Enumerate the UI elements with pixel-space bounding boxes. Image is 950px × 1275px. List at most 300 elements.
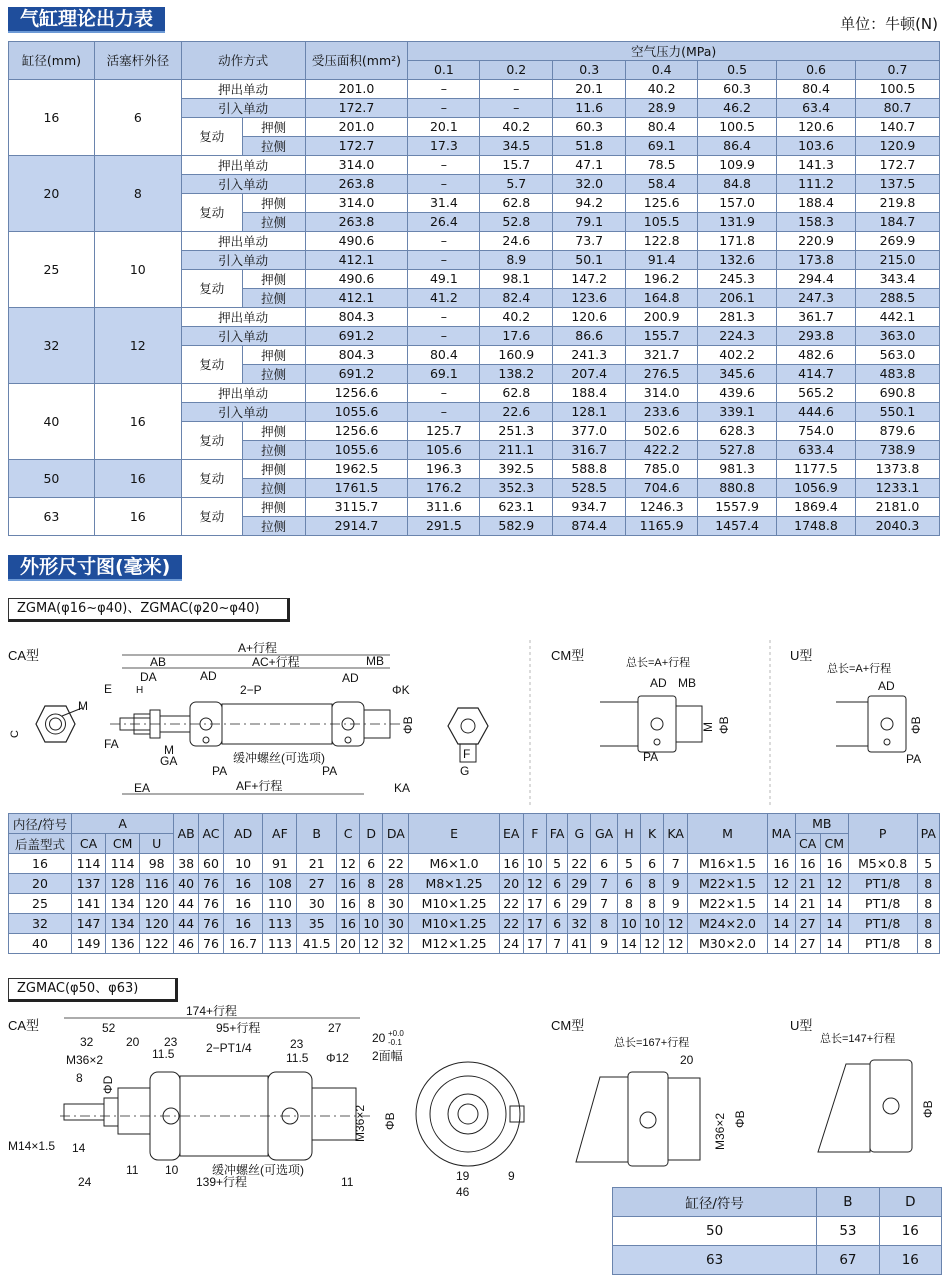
- cell-force: 80.4: [777, 79, 856, 98]
- svg-text:M: M: [164, 743, 174, 757]
- cell-force: 140.7: [855, 117, 939, 136]
- cell-force: 1557.9: [698, 497, 777, 516]
- cell-dim: 17: [523, 894, 546, 914]
- cell-force: 442.1: [855, 307, 939, 326]
- svg-text:19: 19: [456, 1169, 470, 1183]
- cell-action: 复动: [181, 117, 242, 155]
- cell-force: 22.6: [480, 402, 553, 421]
- cell-dim: 16: [223, 894, 263, 914]
- svg-text:AB: AB: [150, 655, 167, 669]
- cell-dim: 8: [917, 934, 939, 954]
- cell-dim: PT1/8: [848, 934, 917, 954]
- cell-dim: 147: [72, 914, 106, 934]
- cell-area: 490.6: [305, 231, 408, 250]
- cell-force: 105.6: [408, 440, 480, 459]
- cell-force: 247.3: [777, 288, 856, 307]
- cell-force: 1165.9: [626, 516, 698, 535]
- svg-text:24: 24: [78, 1175, 92, 1189]
- svg-text:23: 23: [164, 1035, 178, 1049]
- cell-dim: 128: [106, 874, 140, 894]
- svg-text:9: 9: [508, 1169, 515, 1183]
- svg-text:M36×2: M36×2: [353, 1104, 367, 1142]
- svg-text:M36×2: M36×2: [66, 1053, 104, 1067]
- u-rear-view: [836, 696, 906, 752]
- cell-dim: 8: [917, 874, 939, 894]
- cell-force: 1748.8: [777, 516, 856, 535]
- table-row: [9, 79, 940, 98]
- cell-force: –: [408, 307, 480, 326]
- cell-dim: 16: [499, 854, 523, 874]
- cell-force: 377.0: [553, 421, 626, 440]
- cell-force: 502.6: [626, 421, 698, 440]
- cell-action: 复动: [181, 459, 242, 497]
- cell-area: 263.8: [305, 174, 408, 193]
- cell-dim: M5×0.8: [848, 854, 917, 874]
- cell-dim: 8: [617, 894, 640, 914]
- cell-force: 1246.3: [626, 497, 698, 516]
- cell-area: 314.0: [305, 155, 408, 174]
- cell-force: 73.7: [553, 231, 626, 250]
- cell-dim: 9: [591, 934, 617, 954]
- ca-type-label: CA型: [8, 648, 40, 663]
- svg-text:总长=167+行程: 总长=167+行程: [614, 1037, 690, 1049]
- model-label-1: ZGMA(φ16~φ40)、ZGMAC(φ20~φ40): [8, 598, 290, 622]
- cell-area: 1055.6: [305, 440, 408, 459]
- svg-text:F: F: [463, 747, 471, 761]
- cell-force: 1177.5: [777, 459, 856, 478]
- cell-force: 633.4: [777, 440, 856, 459]
- svg-text:ΦB: ΦB: [383, 1112, 397, 1130]
- cell-dim: 6: [591, 854, 617, 874]
- svg-text:11: 11: [126, 1163, 139, 1177]
- cell-force: –: [408, 174, 480, 193]
- cell-force: 281.3: [698, 307, 777, 326]
- cell-side: 拉侧: [242, 212, 305, 231]
- cell-dim: 16: [336, 874, 359, 894]
- cell-side: 拉侧: [242, 440, 305, 459]
- cell-force: 132.6: [698, 250, 777, 269]
- svg-text:缓冲螺丝(可选项): 缓冲螺丝(可选项): [233, 751, 325, 765]
- svg-text:缓冲螺丝(可选项): 缓冲螺丝(可选项): [212, 1163, 304, 1177]
- cell-dim: 12: [767, 874, 795, 894]
- cell-force: 137.5: [855, 174, 939, 193]
- svg-text:+0.0: +0.0: [388, 1029, 404, 1038]
- cell-force: 196.3: [408, 459, 480, 478]
- cell-dim: 17: [523, 934, 546, 954]
- cell-area: 412.1: [305, 250, 408, 269]
- cell-force: 60.3: [553, 117, 626, 136]
- cm-type-label: CM型: [551, 648, 585, 663]
- cell-dim: 30: [383, 914, 409, 934]
- u-type-label-2: U型: [790, 1018, 813, 1033]
- cell-dim: 98: [140, 854, 174, 874]
- cell-dim: 12: [360, 934, 383, 954]
- cell-rod: 12: [94, 307, 181, 383]
- cell-dim: 16: [795, 854, 820, 874]
- svg-text:EA: EA: [134, 781, 151, 795]
- cell-dim: 16: [223, 914, 263, 934]
- cell-force: –: [408, 231, 480, 250]
- u-rear-view-2: [818, 1060, 912, 1152]
- cell-force: 690.8: [855, 383, 939, 402]
- cell-bore: 20: [9, 155, 95, 231]
- cell-force: 11.6: [553, 98, 626, 117]
- cell-dim: 116: [140, 874, 174, 894]
- cell-force: 80.4: [408, 345, 480, 364]
- svg-text:ΦB: ΦB: [921, 1100, 935, 1118]
- cell-area: 1962.5: [305, 459, 408, 478]
- cell-force: 1056.9: [777, 478, 856, 497]
- cell-force: 51.8: [553, 136, 626, 155]
- svg-text:DA: DA: [140, 670, 157, 684]
- cell-dim: 113: [263, 934, 297, 954]
- cell-side: 押侧: [242, 421, 305, 440]
- svg-text:总长=147+行程: 总长=147+行程: [820, 1033, 896, 1045]
- pressure-header: 0.4: [626, 61, 698, 80]
- cell-dim: 32: [568, 914, 591, 934]
- cell-area: 691.2: [305, 364, 408, 383]
- cell-dim: 6: [546, 894, 567, 914]
- cell-force: 40.2: [480, 307, 553, 326]
- cell-dim: 6: [641, 854, 664, 874]
- cell-force: 184.7: [855, 212, 939, 231]
- cm-type-label-2: CM型: [551, 1018, 585, 1033]
- cell-force: 86.6: [553, 326, 626, 345]
- nut-front-view: [36, 706, 82, 742]
- header-mb: MB: [795, 814, 848, 834]
- cell-dim: 7: [591, 894, 617, 914]
- svg-text:2面幅: 2面幅: [372, 1049, 403, 1063]
- cell-dim: 12: [664, 914, 688, 934]
- cell-force: 172.7: [855, 155, 939, 174]
- cell-dim: 41: [568, 934, 591, 954]
- svg-text:ΦB: ΦB: [909, 716, 923, 734]
- cell-force: 138.2: [480, 364, 553, 383]
- svg-text:20: 20: [372, 1031, 386, 1045]
- cell-dim: 30: [297, 894, 337, 914]
- cell-area: 804.3: [305, 307, 408, 326]
- cell-force: –: [480, 79, 553, 98]
- cell-dim: M22×1.5: [688, 874, 768, 894]
- cell-force: 188.4: [777, 193, 856, 212]
- cell-dim: 22: [383, 854, 409, 874]
- cell-side: 押侧: [242, 497, 305, 516]
- cell-force: 352.3: [480, 478, 553, 497]
- cell-side: 拉侧: [242, 288, 305, 307]
- cell-dim: 120: [140, 914, 174, 934]
- cell-dim: 40: [9, 934, 72, 954]
- cell-force: 80.4: [626, 117, 698, 136]
- svg-text:M36×2: M36×2: [713, 1112, 727, 1150]
- cell-action: 复动: [181, 497, 242, 535]
- cell-force: 41.2: [408, 288, 480, 307]
- pressure-header: 0.1: [408, 61, 480, 80]
- cell-force: 224.3: [698, 326, 777, 345]
- cell-force: 1373.8: [855, 459, 939, 478]
- cell-force: 91.4: [626, 250, 698, 269]
- cell-action: 复动: [181, 345, 242, 383]
- svg-text:174+行程: 174+行程: [186, 1004, 238, 1018]
- cell-dim: 10: [523, 854, 546, 874]
- cell-force: 50.1: [553, 250, 626, 269]
- cell-dim: 91: [263, 854, 297, 874]
- cell-dim: 21: [795, 874, 820, 894]
- svg-text:52: 52: [102, 1021, 116, 1035]
- header-action: 动作方式: [181, 42, 305, 80]
- cell-dim: 24: [499, 934, 523, 954]
- svg-text:G: G: [460, 764, 470, 778]
- cell-dim: 141: [72, 894, 106, 914]
- cell-area: 490.6: [305, 269, 408, 288]
- cell-action: 押出单动: [181, 307, 305, 326]
- cell-dim: 10: [641, 914, 664, 934]
- pressure-header: 0.6: [777, 61, 856, 80]
- cell-force: 173.8: [777, 250, 856, 269]
- cell-force: 100.5: [855, 79, 939, 98]
- table-row: [9, 231, 940, 250]
- cell-force: 880.8: [698, 478, 777, 497]
- cell-force: 157.0: [698, 193, 777, 212]
- cell-force: 26.4: [408, 212, 480, 231]
- cell-dim: 8: [641, 874, 664, 894]
- cell-force: 785.0: [626, 459, 698, 478]
- svg-text:H: H: [136, 685, 144, 696]
- svg-text:20: 20: [680, 1053, 694, 1067]
- cell-rod: 6: [94, 79, 181, 155]
- cell-dim: 76: [199, 874, 224, 894]
- cell-dim: 8: [917, 914, 939, 934]
- header-cover-type: 后盖型式: [9, 834, 72, 854]
- svg-text:ΦB: ΦB: [401, 716, 415, 734]
- cell-area: 691.2: [305, 326, 408, 345]
- cell-side: 拉侧: [242, 478, 305, 497]
- cell-force: –: [408, 383, 480, 402]
- cell-force: 314.0: [626, 383, 698, 402]
- cell-dim: 44: [174, 914, 199, 934]
- table-row: [9, 854, 940, 874]
- cell-force: 220.9: [777, 231, 856, 250]
- cell-action: 押出单动: [181, 155, 305, 174]
- dimension-drawing-2: [0, 1002, 950, 1199]
- cell-force: 17.3: [408, 136, 480, 155]
- svg-text:M14×1.5: M14×1.5: [8, 1139, 56, 1153]
- svg-text:E: E: [104, 682, 113, 696]
- cell-force: 100.5: [698, 117, 777, 136]
- cell-force: 293.8: [777, 326, 856, 345]
- cell-force: –: [408, 79, 480, 98]
- svg-text:AD: AD: [650, 676, 667, 690]
- cell-force: 211.1: [480, 440, 553, 459]
- cell-rod: 10: [94, 231, 181, 307]
- cell-force: 563.0: [855, 345, 939, 364]
- cell-force: –: [408, 155, 480, 174]
- cell-dim: 12: [336, 854, 359, 874]
- cell-dim: 10: [223, 854, 263, 874]
- cell-area: 1761.5: [305, 478, 408, 497]
- cell-force: 219.8: [855, 193, 939, 212]
- table-row: [9, 894, 940, 914]
- cell-dim: 14: [820, 934, 848, 954]
- cell-dim: 134: [106, 894, 140, 914]
- cell-rod: 16: [94, 383, 181, 459]
- cell-area: 263.8: [305, 212, 408, 231]
- svg-text:FA: FA: [104, 737, 119, 751]
- cell-force: 84.8: [698, 174, 777, 193]
- cell-force: 120.6: [777, 117, 856, 136]
- svg-text:11.5: 11.5: [286, 1051, 309, 1065]
- cell-action: 押出单动: [181, 231, 305, 250]
- svg-text:PA: PA: [322, 764, 338, 778]
- cell-dim: 114: [72, 854, 106, 874]
- cell-force: 206.1: [698, 288, 777, 307]
- cell-dim: M6×1.0: [409, 854, 499, 874]
- svg-text:10: 10: [165, 1163, 179, 1177]
- svg-text:2−P: 2−P: [240, 683, 262, 697]
- cell-force: 49.1: [408, 269, 480, 288]
- cell-dim: 20: [9, 874, 72, 894]
- cell-area: 1256.6: [305, 421, 408, 440]
- svg-text:PA: PA: [643, 750, 659, 764]
- cell-force: 158.3: [777, 212, 856, 231]
- unit-label: 单位：牛顿(N): [840, 15, 938, 33]
- cell-dim: 136: [106, 934, 140, 954]
- cell-dim: 14: [820, 914, 848, 934]
- svg-text:C: C: [9, 730, 21, 738]
- cell-force: 164.8: [626, 288, 698, 307]
- svg-text:23: 23: [290, 1037, 304, 1051]
- cell-dim: 32: [383, 934, 409, 954]
- cell-force: 20.1: [408, 117, 480, 136]
- cell-action: 引入单动: [181, 402, 305, 421]
- cell-force: 120.6: [553, 307, 626, 326]
- cell-dim: 5: [917, 854, 939, 874]
- cell-dim: M16×1.5: [688, 854, 768, 874]
- cm-rear-view-2: [576, 1072, 700, 1166]
- cell-dim: 14: [767, 934, 795, 954]
- cell-dim: 29: [568, 874, 591, 894]
- cell-dim: 16: [223, 874, 263, 894]
- svg-text:M: M: [701, 722, 715, 732]
- cell-force: 981.3: [698, 459, 777, 478]
- force-table: [8, 41, 940, 536]
- cell-force: 628.3: [698, 421, 777, 440]
- cell-side: 押侧: [242, 345, 305, 364]
- cell-force: 111.2: [777, 174, 856, 193]
- cell-dim: 14: [767, 894, 795, 914]
- cell-force: 288.5: [855, 288, 939, 307]
- cell-dim: 8: [917, 894, 939, 914]
- cell-dim: 35: [297, 914, 337, 934]
- cell-dim: 5: [617, 854, 640, 874]
- cell-force: 276.5: [626, 364, 698, 383]
- table-row: [9, 914, 940, 934]
- cell-force: 588.8: [553, 459, 626, 478]
- cell-bore: 25: [9, 231, 95, 307]
- cell-force: 879.6: [855, 421, 939, 440]
- cell-area: 172.7: [305, 136, 408, 155]
- cell-area: 1055.6: [305, 402, 408, 421]
- cell-dim: 41.5: [297, 934, 337, 954]
- bore-bd-table: 缸径/符号 B D 50 53 16 63 67 16: [612, 1187, 942, 1275]
- cell-force: 34.5: [480, 136, 553, 155]
- cell-force: 62.8: [480, 383, 553, 402]
- cell-force: 86.4: [698, 136, 777, 155]
- cell-dim: 40: [174, 874, 199, 894]
- table-row: [9, 383, 940, 402]
- cm-rear-view: [600, 696, 702, 752]
- svg-text:总长=A+行程: 总长=A+行程: [626, 657, 691, 669]
- cell-force: 527.8: [698, 440, 777, 459]
- cell-force: 141.3: [777, 155, 856, 174]
- cell-dim: 14: [767, 914, 795, 934]
- cell-force: 120.9: [855, 136, 939, 155]
- cell-force: 176.2: [408, 478, 480, 497]
- svg-text:32: 32: [80, 1035, 94, 1049]
- cell-force: –: [408, 402, 480, 421]
- cell-action: 复动: [181, 421, 242, 459]
- cell-force: 123.6: [553, 288, 626, 307]
- cell-dim: 9: [664, 874, 688, 894]
- cell-dim: 16: [820, 854, 848, 874]
- table-row: 50 53 16: [613, 1217, 942, 1246]
- cell-force: 24.6: [480, 231, 553, 250]
- cell-action: 复动: [181, 193, 242, 231]
- cell-dim: 27: [297, 874, 337, 894]
- svg-text:ΦK: ΦK: [392, 683, 410, 697]
- cell-force: 444.6: [777, 402, 856, 421]
- cell-dim: 32: [9, 914, 72, 934]
- cell-force: 241.3: [553, 345, 626, 364]
- cell-force: 47.1: [553, 155, 626, 174]
- header-pressure: 空气压力(MPa): [408, 42, 940, 61]
- cell-action: 押出单动: [181, 79, 305, 98]
- cell-force: 63.4: [777, 98, 856, 117]
- cell-rod: 16: [94, 459, 181, 497]
- cell-area: 1256.6: [305, 383, 408, 402]
- cell-force: 582.9: [480, 516, 553, 535]
- cell-action: 引入单动: [181, 98, 305, 117]
- cell-dim: 8: [591, 914, 617, 934]
- cell-dim: 14: [617, 934, 640, 954]
- cell-force: 200.9: [626, 307, 698, 326]
- cell-force: 40.2: [480, 117, 553, 136]
- cell-force: 188.4: [553, 383, 626, 402]
- cell-force: 60.3: [698, 79, 777, 98]
- cell-bore: 50: [9, 459, 95, 497]
- cell-force: 874.4: [553, 516, 626, 535]
- cell-dim: 122: [140, 934, 174, 954]
- cell-dim: 6: [360, 854, 383, 874]
- cell-force: 550.1: [855, 402, 939, 421]
- pressure-header: 0.7: [855, 61, 939, 80]
- cell-area: 3115.7: [305, 497, 408, 516]
- cell-force: 339.1: [698, 402, 777, 421]
- cell-dim: 22: [568, 854, 591, 874]
- cell-force: 565.2: [777, 383, 856, 402]
- cell-force: 704.6: [626, 478, 698, 497]
- header-rod: 活塞杆外径: [94, 42, 181, 80]
- cell-force: 98.1: [480, 269, 553, 288]
- cell-area: 201.0: [305, 79, 408, 98]
- cell-dim: 8: [360, 894, 383, 914]
- cell-force: 414.7: [777, 364, 856, 383]
- cell-dim: 76: [199, 914, 224, 934]
- cell-force: 392.5: [480, 459, 553, 478]
- cell-force: –: [480, 98, 553, 117]
- table-row: [9, 874, 940, 894]
- cell-force: 32.0: [553, 174, 626, 193]
- svg-text:GA: GA: [160, 754, 178, 768]
